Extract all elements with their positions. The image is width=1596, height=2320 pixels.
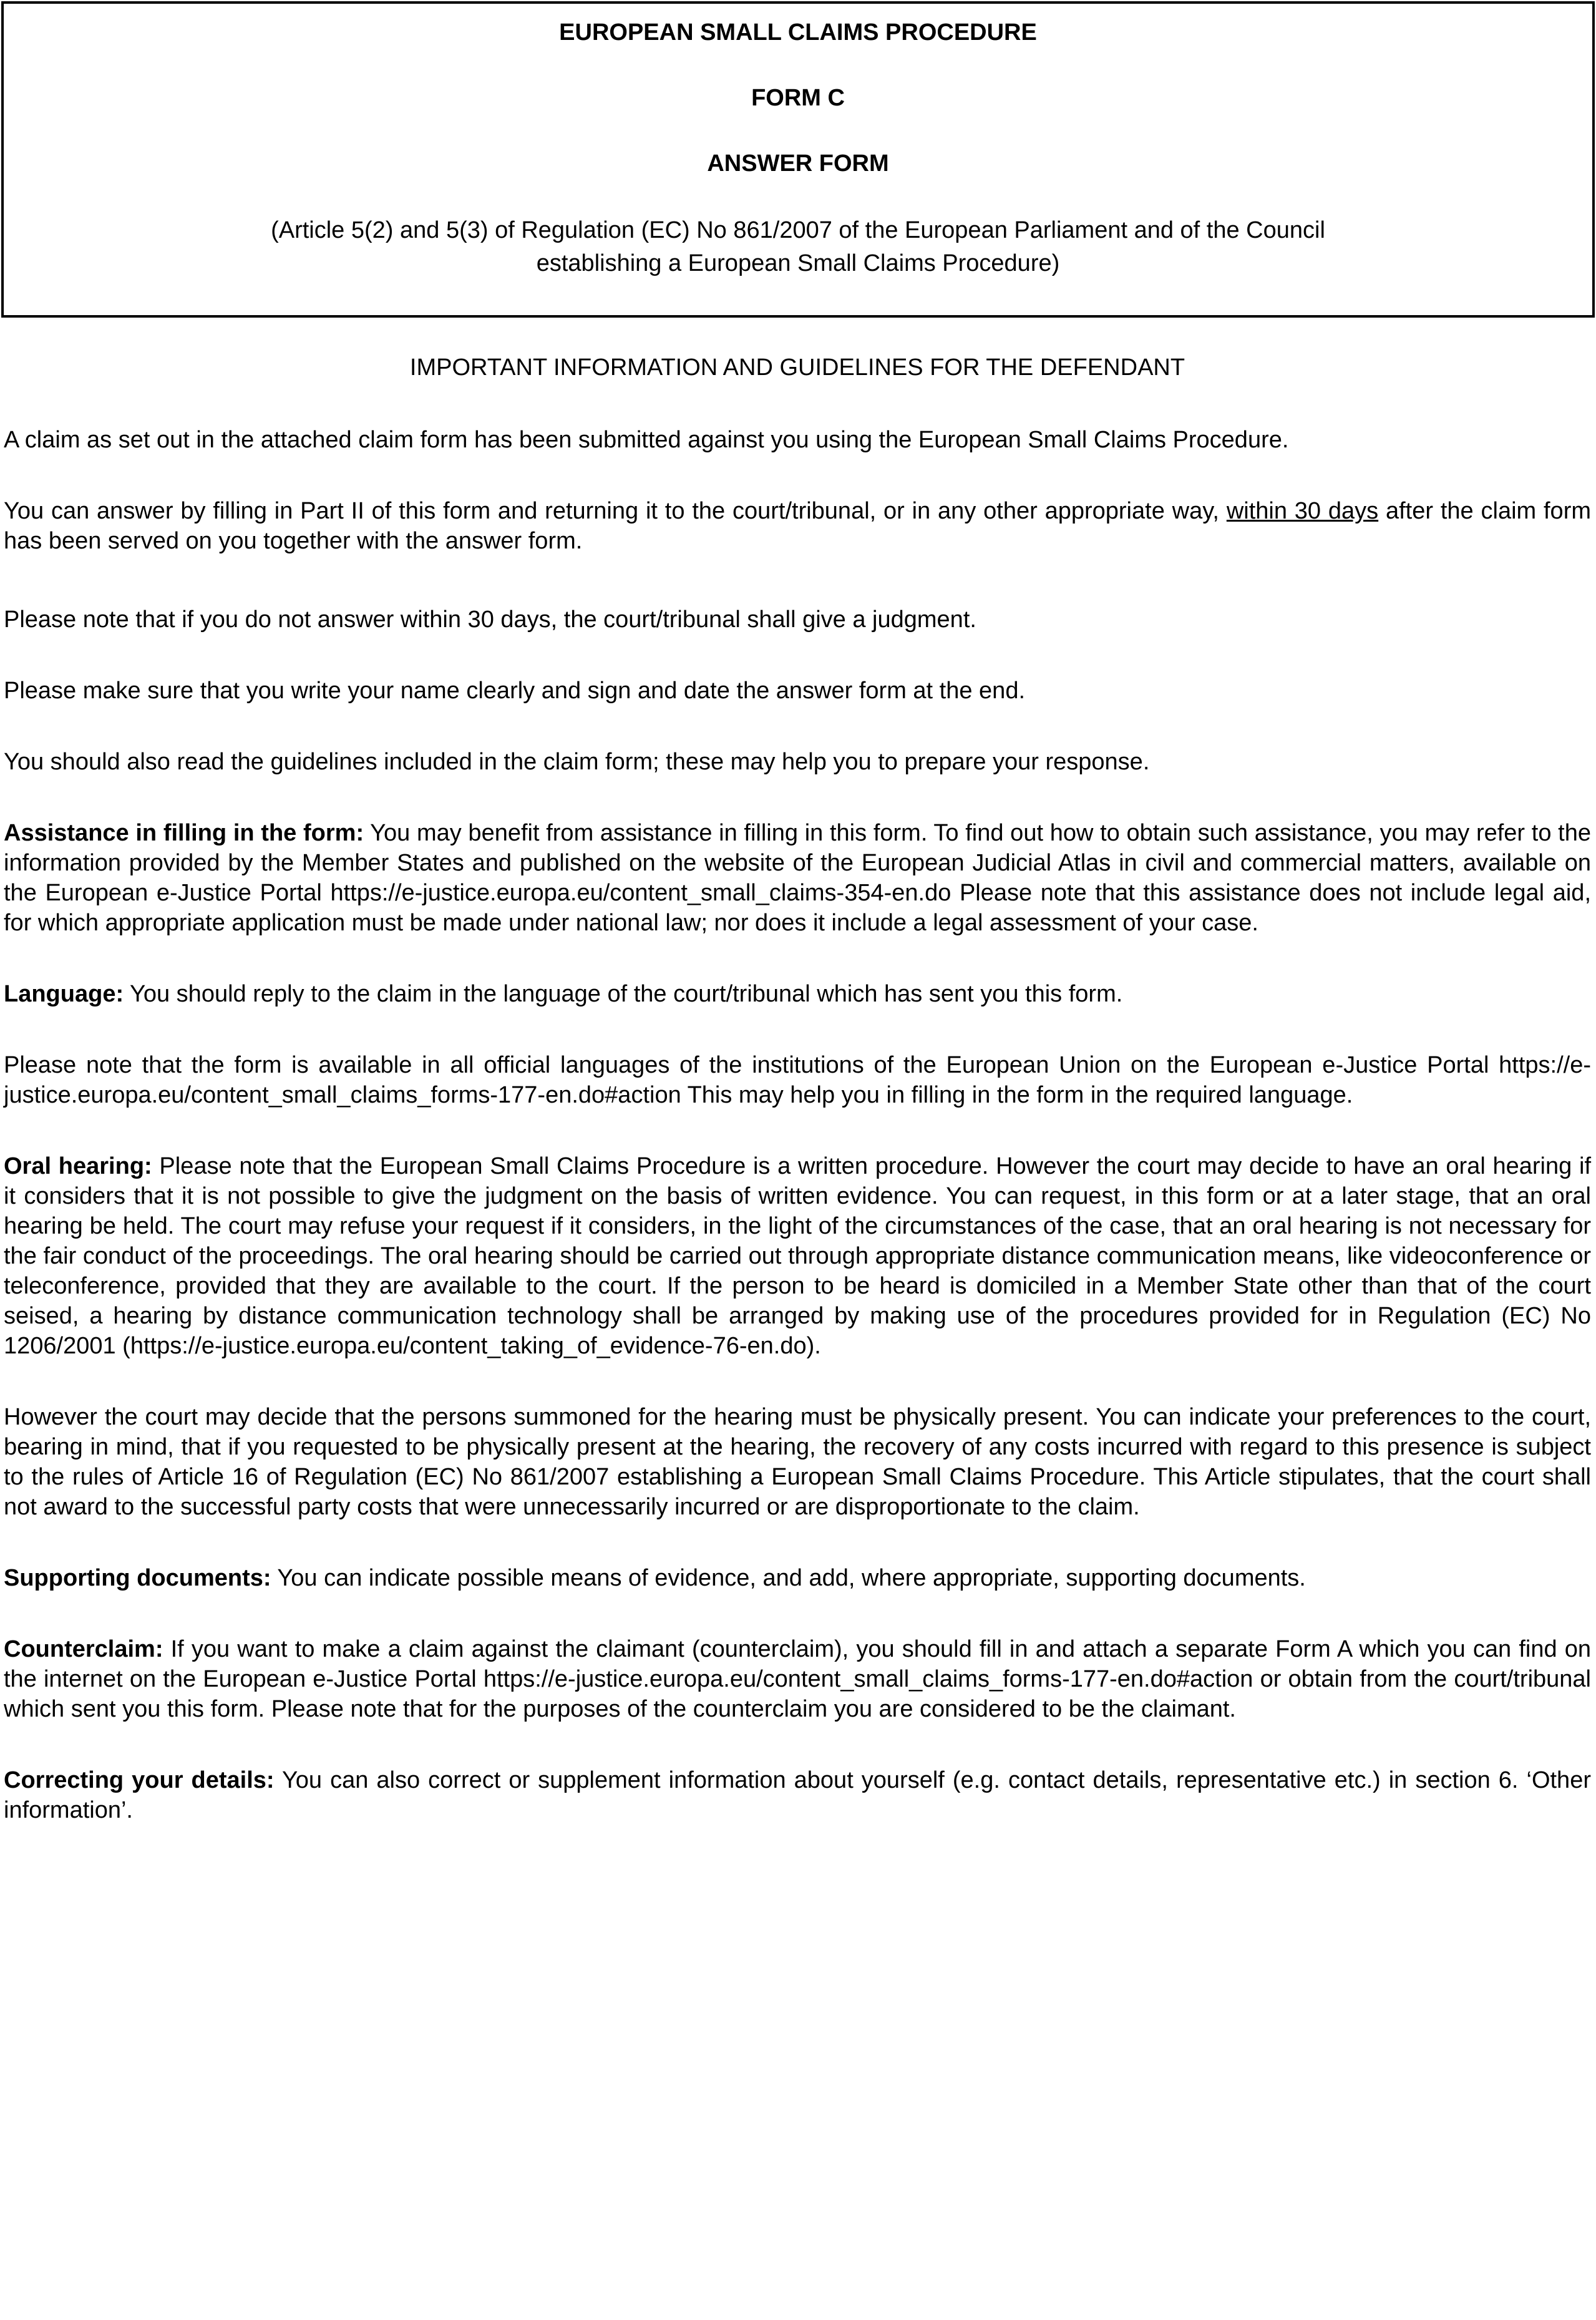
language-lead-label: Language: [4, 981, 124, 1007]
counterclaim-lead-label: Counterclaim: [4, 1636, 163, 1662]
paragraph-correcting-details [4, 1765, 1591, 1825]
paragraph-counterclaim [4, 1634, 1591, 1724]
procedure-title: EUROPEAN SMALL CLAIMS PROCEDURE [559, 19, 1037, 46]
article-reference: (Article 5(2) and 5(3) of Regulation (EC) No 861/2007 of the European Parliament and of the Council establishing a European Small Claims Procedure) [271, 217, 1325, 276]
paragraph-text: You may benefit from assistance in filling in this form. To find out how to obtain such assistance, you may refer to the information provided by the Member States and published on the website of the European Judicial Atlas in civil and commercial matters, available on the European e-Justice Portal https://e-justice.europa.eu/content_small_claims-354-en.do Please note that this assistance does not include legal aid, for which appropriate application must be made under national law; nor does it include a legal assessment of your case. [4, 820, 1591, 936]
paragraph-text: You should also read the guidelines included in the claim form; these may help you to prepare your response. [4, 749, 1150, 775]
paragraph-text: A claim as set out in the attached claim form has been submitted against you using the European Small Claims Procedure. [4, 427, 1289, 453]
paragraph-assistance [4, 818, 1591, 938]
paragraph-default-judgment [4, 605, 1591, 635]
form-name: ANSWER FORM [707, 150, 889, 177]
paragraph-text: You can answer by filling in Part II of this form and returning it to the court/tribunal, or in any other appropriate way, [4, 498, 1227, 524]
paragraph-text: Please note that if you do not answer within 30 days, the court/tribunal shall give a judgment. [4, 607, 976, 633]
guidelines-section [0, 353, 1596, 1825]
section-heading: IMPORTANT INFORMATION AND GUIDELINES FOR THE DEFENDANT [409, 354, 1185, 381]
assistance-lead-label: Assistance in filling in the form: [4, 820, 364, 846]
paragraph-oral-hearing [4, 1151, 1591, 1361]
paragraph-physical-presence [4, 1402, 1591, 1522]
paragraph-language [4, 979, 1591, 1009]
paragraph-text: You should reply to the claim in the language of the court/tribunal which has sent you this form. [124, 981, 1123, 1007]
supporting-documents-lead-label: Supporting documents: [4, 1565, 271, 1591]
paragraph-text: Please make sure that you write your name clearly and sign and date the answer form at the end. [4, 678, 1026, 704]
paragraph-sign-and-date [4, 676, 1591, 706]
paragraph-answer-deadline [4, 496, 1591, 556]
paragraph-supporting-documents [4, 1563, 1591, 1593]
paragraph-text: You can also correct or supplement information about yourself (e.g. contact details, representative etc.) in section 6. ‘Other information’. [4, 1767, 1591, 1823]
form-label: FORM C [751, 85, 845, 111]
paragraph-text: You can indicate possible means of evidence, and add, where appropriate, supporting documents. [271, 1565, 1306, 1591]
form-header-box [1, 1, 1595, 318]
paragraph-claim-submitted [4, 425, 1591, 455]
deadline-underlined-text: within 30 days [1226, 498, 1379, 524]
paragraph-form-languages [4, 1050, 1591, 1110]
paragraph-text: If you want to make a claim against the claimant (counterclaim), you should fill in and attach a separate Form A which you can find on the internet on the European e-Justice Portal https://e-justice.europa.eu/content_small_claims_forms-177-en.do#action or obtain from the court/tribunal which sent you this form. Please note that for the purposes of the counterclaim you are considered to be the claimant. [4, 1636, 1591, 1722]
paragraph-text: However the court may decide that the persons summoned for the hearing must be physically present. You can indicate your preferences to the court, bearing in mind, that if you requested to be physically present at the hearing, the recovery of any costs incurred with regard to this presence is subject to the rules of Article 16 of Regulation (EC) No 861/2007 establishing a European Small Claims Procedure. This Article stipulates, that the court shall not award to the successful party costs that were unnecessarily incurred or are disproportionate to the claim. [4, 1404, 1591, 1520]
paragraph-text: after the claim form has been served on you together with the answer form. [4, 498, 1592, 554]
correcting-details-lead-label: Correcting your details: [4, 1767, 275, 1793]
oral-hearing-lead-label: Oral hearing: [4, 1153, 152, 1179]
paragraph-text: Please note that the form is available in all official languages of the institutions of the European Union on the European e-Justice Portal https://e-justice.europa.eu/content_small_claims_forms-177-en.do#action This may help you in filling in the form in the required language. [4, 1052, 1591, 1108]
paragraph-read-guidelines [4, 747, 1591, 777]
paragraph-text: Please note that the European Small Claims Procedure is a written procedure. However the court may decide to have an oral hearing if it considers that it is not possible to give the judgment on the basis of written evidence. You can request, in this form or at a later stage, that an oral hearing be held. The court may refuse your request if it considers, in the light of the circumstances of the case, that an oral hearing is not necessary for the fair conduct of the proceedings. The oral hearing should be carried out through appropriate distance communication means, like videoconference or teleconference, provided that they are available to the court. If the person to be heard is domiciled in a Member State other than that of the court seised, a hearing by distance communication technology shall be arranged by making use of the procedures provided for in Regulation (EC) No 1206/2001 (https://e-justice.europa.eu/content_taking_of_evidence-76-en.do). [4, 1153, 1592, 1359]
